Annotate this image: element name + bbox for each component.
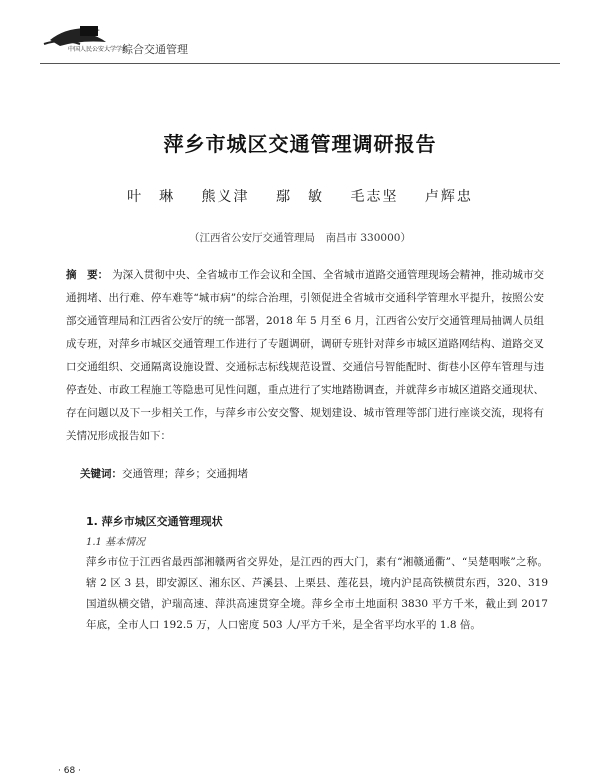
subsection-heading: 1.1 基本情况 [86, 537, 146, 548]
body-paragraph: 萍乡市位于江西省最西部湘赣两省交界处，是江西的西大门，素有“湘赣通衢”、“吴楚咽喉”之称。辖 2 区 3 县，即安源区、湘东区、芦溪县、上栗县、莲花县，境内沪昆高铁横贯东西，320、319 国道纵横交错，沪瑞高速、萍洪高速贯穿全境。萍乡全市土地面积 3830 平方千米，截止到 2017 年底，全市人口 192.5 万，人口密度 503 人/平方千米，是全省平均水平的 1.8 倍。 [86, 556, 548, 631]
author-name: 熊义津 [201, 189, 250, 205]
author-name: 卢辉忠 [424, 189, 473, 205]
author-name: 鄢 敏 [276, 189, 324, 205]
keywords [80, 466, 550, 481]
page-number: · 68 · [58, 766, 81, 776]
abstract-text: 为深入贯彻中央、全省城市工作会议和全国、全省城市道路交通管理现场会精神，推动城市交通拥堵、出行难、停车难等“城市病”的综合治理，引领促进全省城市交通科学管理水平提升，按照公安部交通管理局和江西省公安厅的统一部署，2018 年 5 月至 6 月，江西省公安厅交通管理局抽调人员组成专班，对萍乡市城区交通管理工作进行了专题调研，调研专班针对萍乡市城区道路网结构、道路交叉口交通组织、交通隔离设施设置、交通标志标线规范设置、交通信号智能配时、街巷小区停车管理与违停查处、市政工程施工等隐患可见性问题，重点进行了实地踏勘调查，并就萍乡市城区道路交通现状、存在问题以及下一步相关工作，与萍乡市公安交警、规划建设、城市管理等部门进行座谈交流，现将有关情况形成报告如下： [66, 269, 545, 442]
author-list [0, 186, 600, 206]
journal-header [40, 18, 560, 58]
abstract [66, 264, 544, 448]
section-heading: 1. 萍乡市城区交通管理现状 [86, 515, 223, 528]
author-name: 毛志坚 [350, 189, 399, 205]
section-name: 综合交通管理 [122, 43, 188, 56]
article-title: 萍乡市城区交通管理调研报告 [163, 132, 437, 156]
abstract-label: 摘 要： [66, 269, 109, 281]
author-affiliation: （江西省公安厅交通管理局 南昌市 330000） [189, 232, 411, 244]
keywords-label: 关键词： [80, 468, 122, 480]
journal-logo-text: 中国人民公安大学学报 [68, 46, 129, 53]
keywords-text: 交通管理；萍乡；交通拥堵 [122, 468, 248, 480]
author-name: 叶 琳 [127, 189, 176, 205]
header-divider [40, 63, 560, 64]
